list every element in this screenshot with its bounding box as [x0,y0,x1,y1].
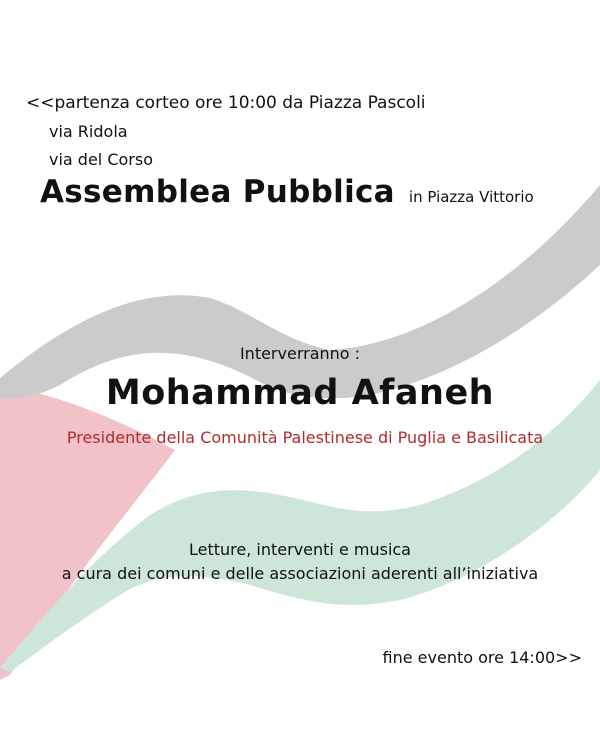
speaker-name: Mohammad Afaneh [105,373,495,413]
event-title-row [40,174,534,210]
grey-flag-band [0,185,600,398]
route-stop: via del Corso [49,150,153,169]
speakers-label: Interverranno : [239,344,361,363]
event-end-note: fine evento ore 14:00>> [382,648,582,667]
activities-line: a cura dei comuni e delle associazioni aderenti all’iniziativa [61,564,539,583]
speaker-role: Presidente della Comunità Palestinese di Puglia e Basilicata [66,428,544,447]
march-departure-text: <<partenza corteo ore 10:00 da Piazza Pascoli [26,93,426,113]
route-stop: via Ridola [49,122,128,141]
event-title: Assemblea Pubblica [40,174,395,210]
event-place: in Piazza Vittorio [408,188,534,206]
activities-line: Letture, interventi e musica [189,540,411,559]
